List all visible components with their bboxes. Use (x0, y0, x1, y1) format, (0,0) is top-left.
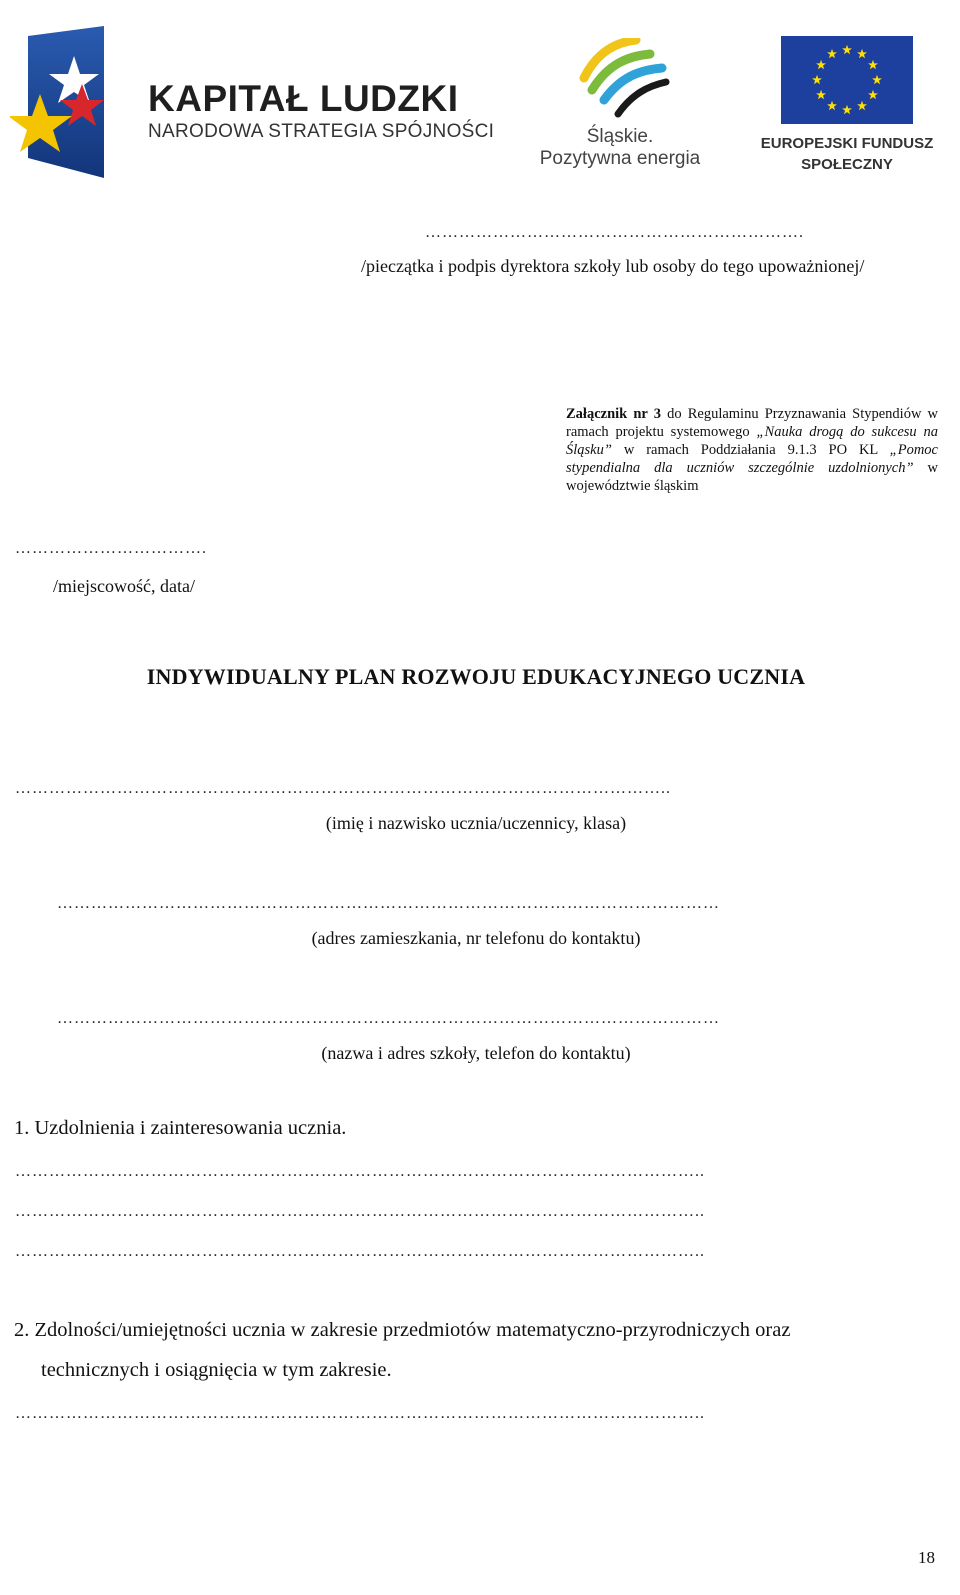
place-date-dotted-line: ……………………………. (15, 540, 207, 557)
kapital-ludzki-flag-icon (10, 22, 110, 180)
section1-line-3: ………………………………………………………………………………………………………….. (15, 1243, 705, 1260)
eu-fund-line2: SPOŁECZNY (801, 156, 893, 173)
eu-flag-icon (781, 36, 913, 124)
student-name-label: (imię i nazwisko ucznia/uczennicy, klasa) (325, 813, 627, 833)
section2-line-1: ………………………………………………………………………………………………………….. (15, 1405, 705, 1422)
address-dotted-line: ……………………………………………………………………………………………………… (57, 895, 720, 912)
annex-project-name: „Nauka drogą do sukcesu na Śląsku” (566, 424, 939, 458)
section2-heading-line1: 2. Zdolności/umiejętności ucznia w zakresie przedmiotów matematyczno-przyrodniczych oraz (14, 1319, 791, 1341)
kapital-ludzki-title: KAPITAŁ LUDZKI (148, 78, 459, 119)
slaskie-slogan: Pozytywna energia (539, 148, 701, 169)
address-label: (adres zamieszkania, nr telefonu do kontaktu) (311, 928, 641, 948)
kapital-ludzki-subtitle: NARODOWA STRATEGIA SPÓJNOŚCI (148, 121, 495, 142)
school-label: (nazwa i adres szkoły, telefon do kontaktu) (321, 1043, 631, 1063)
stamp-dotted-line: …………………………………………………………. (425, 224, 804, 241)
document-title: INDYWIDUALNY PLAN ROZWOJU EDUKACYJNEGO UCZNIA (146, 664, 806, 689)
section1-line-1: ………………………………………………………………………………………………………….. (15, 1163, 705, 1180)
page-number: 18 (918, 1548, 935, 1567)
slaskie-name: Śląskie. (586, 126, 654, 147)
annex-text-3: w województwie śląskim (566, 460, 938, 494)
student-name-dotted-line: …………………………………………………………………………………………………….. (15, 780, 671, 797)
section2-heading-line2: technicznych i osiągnięcia w tym zakresie. (41, 1359, 392, 1381)
eu-fund-line1: EUROPEJSKI FUNDUSZ (760, 135, 934, 152)
place-date-label: /miejscowość, data/ (53, 576, 195, 596)
section1-line-2: ………………………………………………………………………………………………………….. (15, 1203, 705, 1220)
annex-action-name: „Pomoc stypendialna dla uczniów szczególnie uzdolnionych” (566, 442, 938, 476)
annex-text-1: do Regulaminu Przyznawania Stypendiów w ramach projektu systemowego (566, 406, 939, 440)
section1-heading: 1. Uzdolnienia i zainteresowania ucznia. (14, 1117, 347, 1139)
slaskie-waves-icon (578, 38, 670, 118)
annex-number: Załącznik nr 3 (566, 406, 661, 422)
annex-text-2: w ramach Poddziałania 9.1.3 PO KL (611, 442, 890, 458)
annex-note (566, 405, 938, 495)
stamp-label: /pieczątka i podpis dyrektora szkoły lub osoby do tego upoważnionej/ (361, 256, 865, 276)
school-dotted-line: ……………………………………………………………………………………………………… (57, 1010, 720, 1027)
